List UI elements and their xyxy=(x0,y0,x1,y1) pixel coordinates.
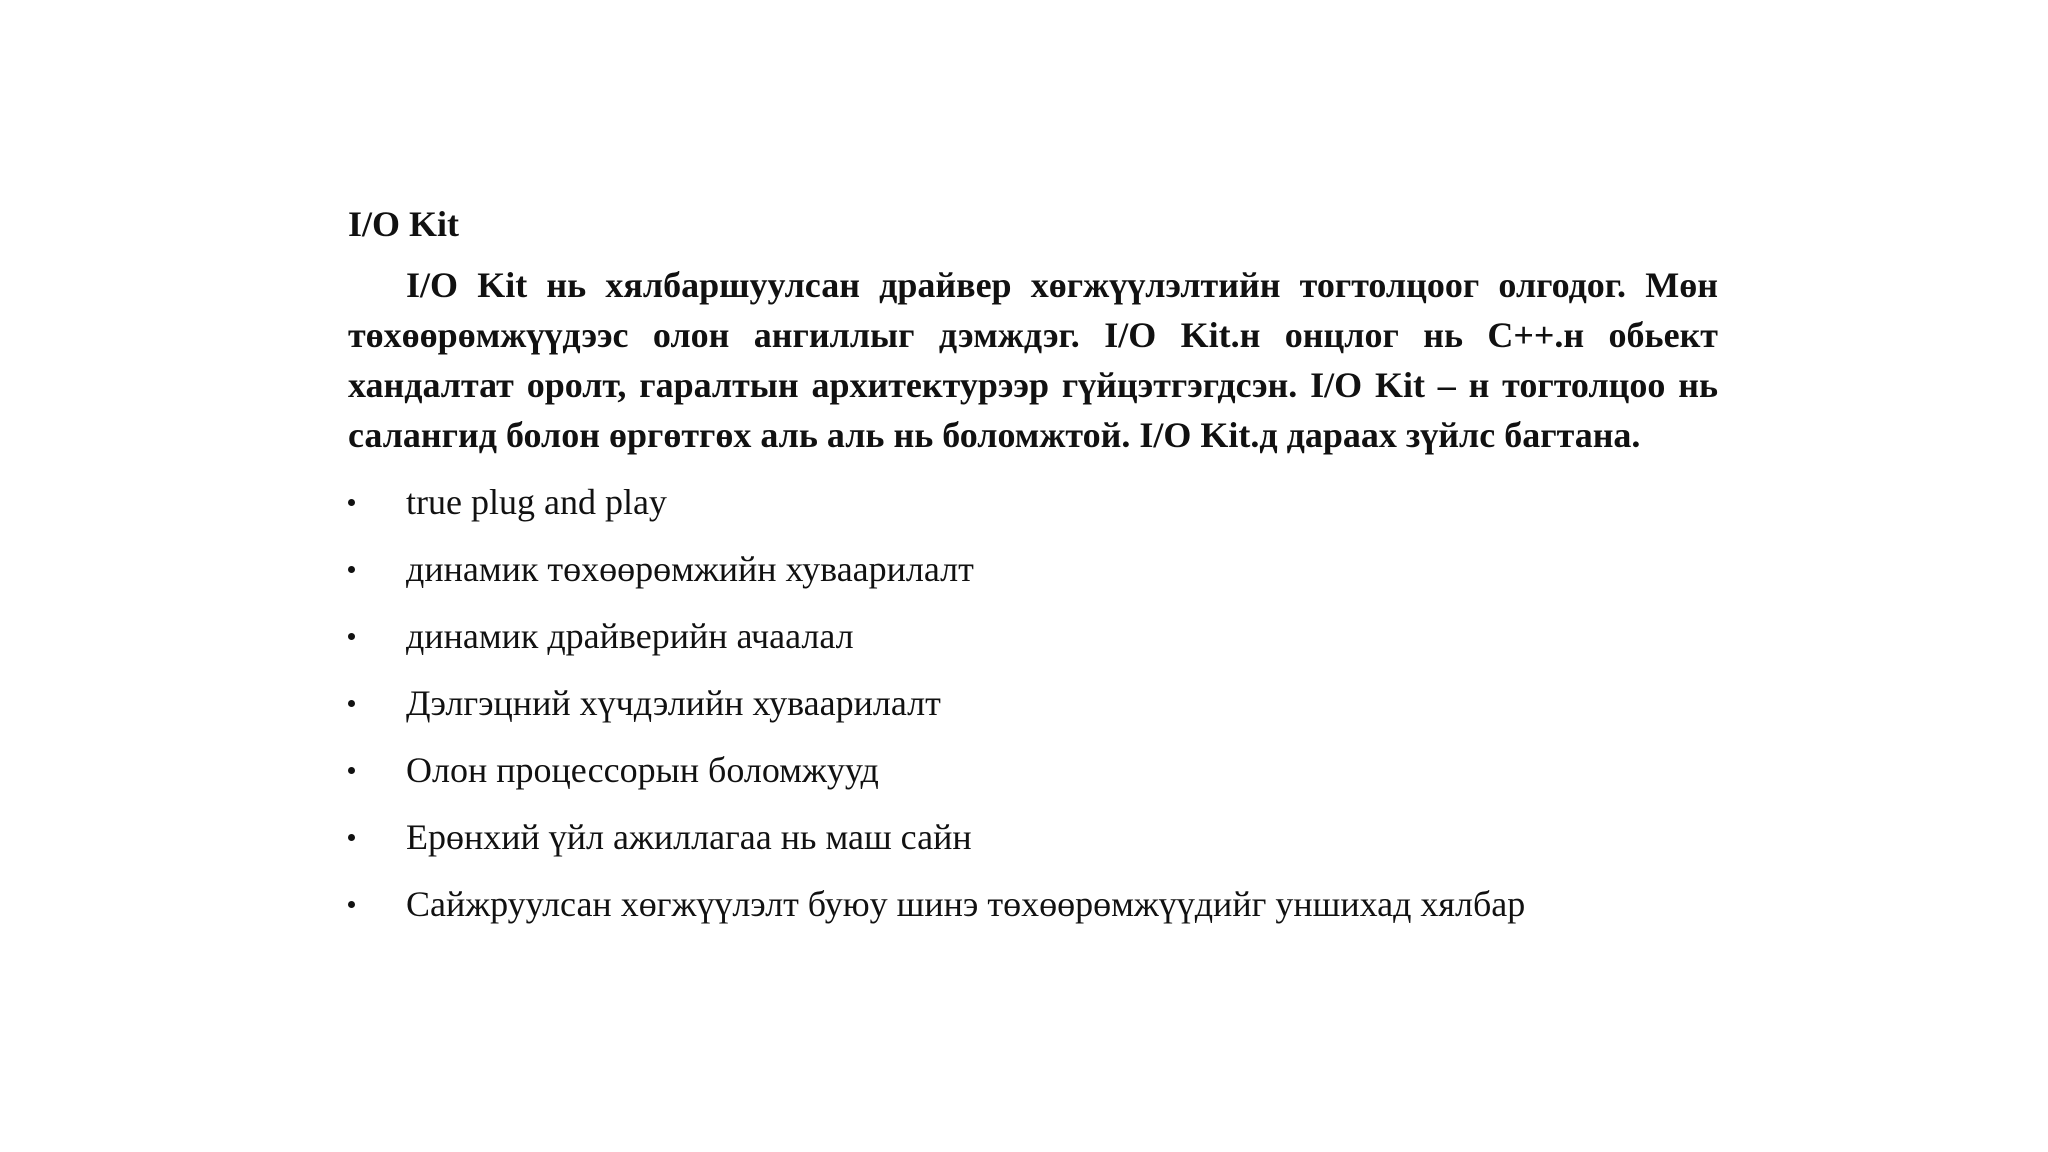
list-item-text: true plug and play xyxy=(406,482,667,522)
feature-list xyxy=(348,478,1718,928)
bullet-dot-icon xyxy=(348,566,355,573)
bullet-dot-icon xyxy=(348,834,355,841)
list-item xyxy=(348,813,1718,861)
bullet-dot-icon xyxy=(348,901,355,908)
section-heading: I/O Kit xyxy=(348,204,460,244)
intro-paragraph: I/O Kit нь хялбаршуулсан драйвер хөгжүүлэлтийн тогтолцоог олгодог. Мөн төхөөрөмжүүдээс олон ангиллыг дэмждэг. I/O Kit.н онцлог нь C++.н обьект хандалтат оролт, гаралтын архитектурээр гүйцэтгэгдсэн. I/O Kit – н тогтолцоо нь салангид болон өргөтгөх аль аль нь боломжтой. I/O Kit.д дараах зүйлс багтана. xyxy=(348,265,1718,455)
list-item-text: Олон процессорын боломжууд xyxy=(406,750,879,790)
bullet-dot-icon xyxy=(348,700,355,707)
bullet-dot-icon xyxy=(348,499,355,506)
list-item-text: Дэлгэцний хүчдэлийн хуваарилалт xyxy=(406,683,941,723)
list-item xyxy=(348,545,1718,593)
document-page xyxy=(348,200,1718,947)
list-item-text: динамик драйверийн ачаалал xyxy=(406,616,854,656)
list-item-text: динамик төхөөрөмжийн хуваарилалт xyxy=(406,549,974,589)
list-item xyxy=(348,679,1718,727)
list-item-text: Сайжруулсан хөгжүүлэлт буюу шинэ төхөөрөмжүүдийг уншихад хялбар xyxy=(406,884,1526,924)
list-item-text: Ерөнхий үйл ажиллагаа нь маш сайн xyxy=(406,817,972,857)
list-item xyxy=(348,612,1718,660)
bullet-dot-icon xyxy=(348,633,355,640)
bullet-dot-icon xyxy=(348,767,355,774)
list-item xyxy=(348,880,1718,928)
list-item xyxy=(348,746,1718,794)
list-item xyxy=(348,478,1718,526)
